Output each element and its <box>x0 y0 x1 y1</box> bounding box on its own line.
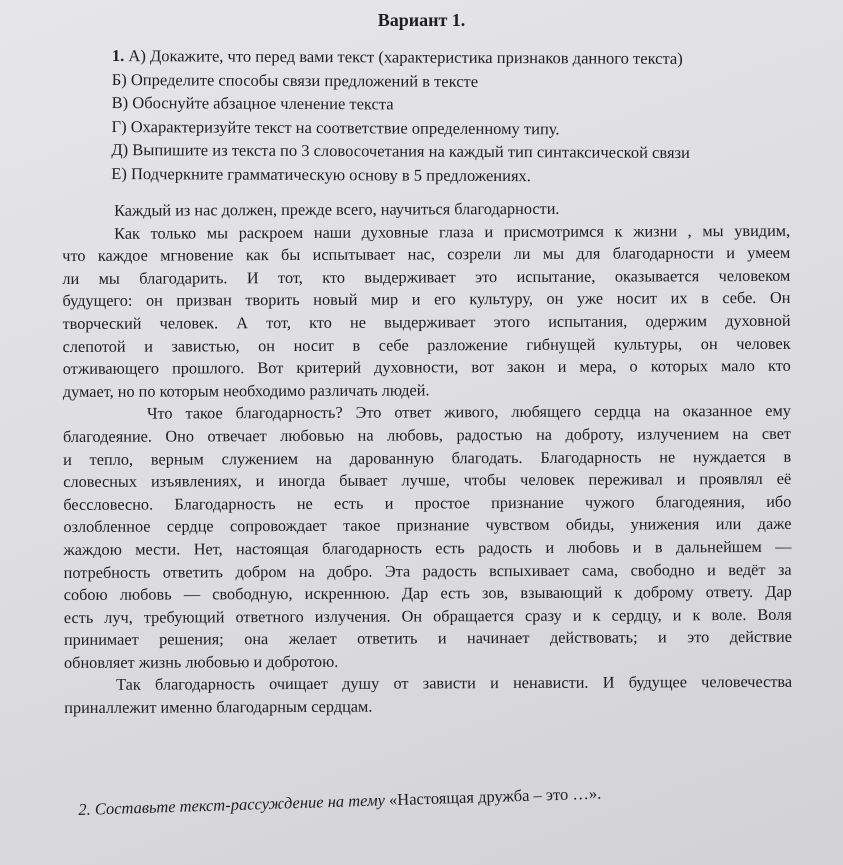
task-2-prefix: 2. Составьте текст-рассуждение на тему <box>78 790 390 819</box>
text-line: озлобленное сердце сопровождает такое признание чувством обиды, унижения или даже <box>63 514 792 537</box>
task-item: Е) Подчеркните грамматическую основу в 5 предложениях. <box>111 163 531 185</box>
task-item: В) Обоснуйте абзацное членение текста <box>111 92 394 114</box>
task-item: Б) Определите способы связи предложений в тексте <box>111 69 479 91</box>
text-line: жаждою мести. Нет, настоящая благодарность есть радость и любовь и в дальнейшем — <box>63 536 792 559</box>
task-text: А) Докажите, что перед вами текст (характеристика признаков данного текста) <box>128 46 683 68</box>
task-list <box>111 44 792 189</box>
main-text <box>62 197 792 720</box>
text-line: приналлежит именно благодарным сердцам. <box>64 696 373 718</box>
task-2 <box>78 784 601 820</box>
text-line: словесных изъявлениях, и иногда бывает лучше, чтобы человек переживал и проявлял её <box>63 468 792 492</box>
task-2-topic: «Настоящая дружба – это …». <box>388 783 602 810</box>
task-item: Д) Выпишите из текста по 3 словосочетания на каждый тип синтаксической связи <box>111 139 690 163</box>
text-line: слепотой и завистью, он носит в себе разложение гибнущей культуры, он человек <box>62 333 791 356</box>
text-line: Каждый из нас должен, прежде всего, научиться благодарности. <box>114 198 560 220</box>
task-item <box>112 44 792 71</box>
text-line: и тепло, верным служением на дарованную благодать. Благодарность не нуждается в <box>63 446 792 469</box>
text-line: Так благодарность очищает душу от зависти и ненависти. И будущее человечества <box>116 672 793 695</box>
text-line: Что такое благодарность? Это ответ живого, любящего сердца на оказанное ему <box>146 401 791 423</box>
text-line: будущего: он призван творить новый мир и его культуру, он уже носит их в себе. Он <box>62 288 791 311</box>
text-line: Как только мы раскроем наши духовные глаза и присмотримся к жизни , мы увидим, <box>114 220 791 243</box>
text-line: что каждое мгновение как бы испытывает нас, созрели ли мы для благодарности и умеем <box>62 243 791 266</box>
text-line: благодеяние. Оно отвечает любовью на любовь, радостью на доброту, излучением на свет <box>62 423 792 446</box>
text-line: отживающего прошлого. Вот критерий духовности, вот закон и мера, о которых мало кто <box>62 355 791 379</box>
text-line: обновляет жизнь любовью и добротою. <box>63 651 339 672</box>
variant-title: Вариант 1. <box>377 10 466 30</box>
text-line: бессловесно. Благодарность не есть и простое признание чужого благодеяния, ибо <box>63 491 792 514</box>
task-number: 1. <box>111 45 125 66</box>
text-line: собою любовь — свободную, искреннюю. Дар есть зов, взывающий к доброму ответу. Дар <box>63 581 792 605</box>
task-item: Г) Охарактеризуйте текст на соответствие определенному типу. <box>111 116 560 138</box>
text-line: творческий человек. А тот, кто не выдерживает этого испытания, одержим духовной <box>62 310 791 333</box>
text-line: ли мы благодарить. И тот, кто выдерживает это испытание, оказывается человеком <box>62 265 791 288</box>
text-line: принимает решения; она желает ответить и начинает действовать; и это действие <box>63 627 792 650</box>
text-line: потребность ответить добром на добро. Эта радость вспыхивает сама, свободно и ведёт за <box>63 559 792 582</box>
text-line: думает, но по которым необходимо различать людей. <box>62 380 430 401</box>
text-line: есть луч, требующий ответного излучения. Он обращается сразу и к сердцу, и к воле. Воля <box>63 604 792 627</box>
